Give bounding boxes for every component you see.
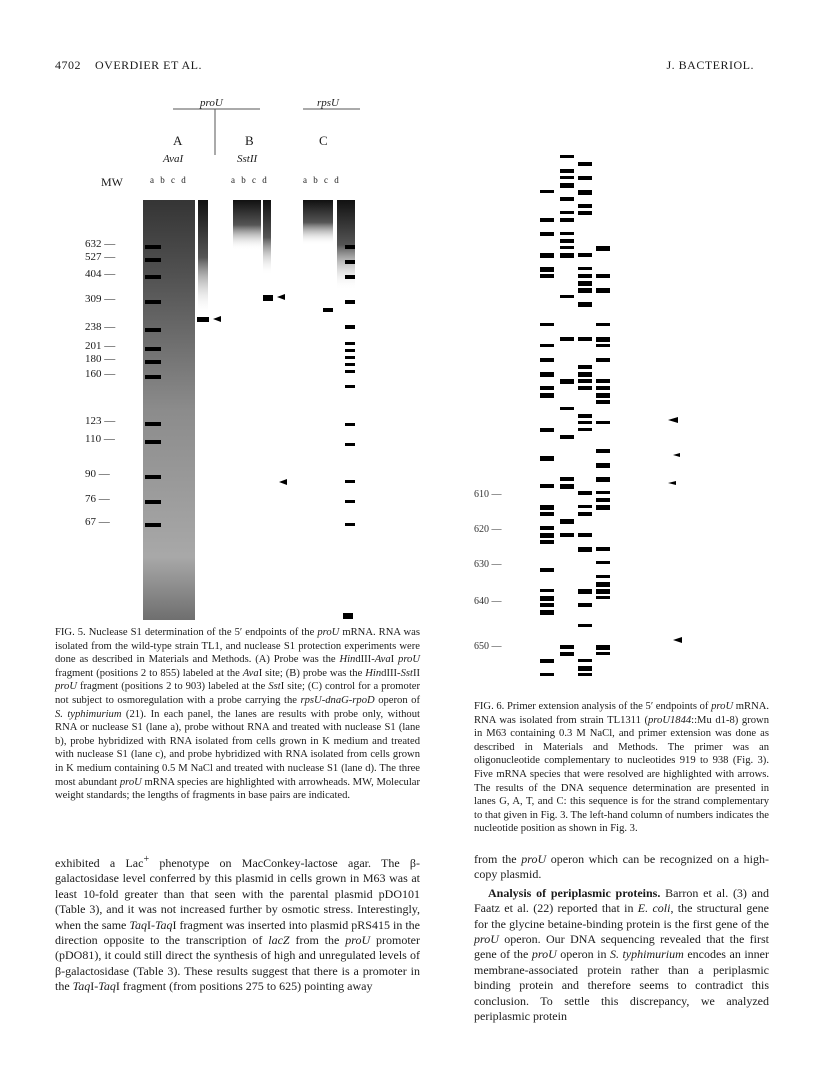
paragraph-periplasmic-proteins: Analysis of periplasmic proteins. Barron et al. (3) and Faatz et al. (22) reported that in E. coli, the structural gene for the glycine betaine-binding protein is the first gene of the proU operon. Our DNA sequencing revealed that the first gene of the proU operon in S. typhimurium encodes an inner membrane-associated protein rather than a periplasmic binding protein and therefore seems to contradict this conclusion. To settle this discrepancy, we analyzed periplasmic protein xyxy=(474,885,769,1024)
sequence-band xyxy=(560,239,574,243)
mw-marker: 404 — xyxy=(85,268,116,280)
sequence-band xyxy=(578,533,592,537)
sequence-band xyxy=(578,365,592,369)
sequence-band xyxy=(578,386,592,390)
sequence-band xyxy=(540,568,554,572)
sequence-band xyxy=(540,372,554,377)
sequence-band xyxy=(560,435,574,439)
mw-marker: 632 — xyxy=(85,238,116,250)
mw-marker: 527 — xyxy=(85,251,116,263)
figure-5-caption: FIG. 5. Nuclease S1 determination of the 5′ endpoints of the proU mRNA. RNA was isolated from the wild-type strain TL1, and nuclease S1 protection experiments were done as described in Materials and Methods. (A) Probe was the HindIII-AvaI proU fragment (positions 2 to 855) labeled at the AvaI site; (B) probe was the HindIII-SstII proU fragment (positions 2 to 903) labeled at the SstI site; (C) control for a promoter not subject to osmoregulation with a probe carrying the rpsU-dnaG-rpoD operon of S. typhimurium (21). In each panel, the lanes are results with probe only, without RNA or nuclease S1 (lane a), probe without RNA and treated with nuclease S1 (lane b), probe hybridized with RNA isolated from cells grown in K medium and treated with nuclease S1 (lane c), and probe hybridized with RNA isolated from cells grown in K medium containing 0.5 M NaCl and treated with nuclease S1 (lane d). The three most abundant proU mRNA species are highlighted with arrowheads. MW, Molecular weight standards; the lengths of fragments in base pairs are indicated. xyxy=(55,627,420,802)
sequence-band xyxy=(578,659,592,662)
sequence-band xyxy=(596,477,610,482)
sequence-band xyxy=(596,575,610,578)
mw-marker: 110 — xyxy=(85,433,115,445)
sequence-band xyxy=(578,274,592,278)
sequence-band xyxy=(560,484,574,489)
sequence-band xyxy=(560,246,574,249)
paragraph-continuation: from the proU operon which can be recognized on a high-copy plasmid. xyxy=(474,852,769,882)
sequence-band xyxy=(596,400,610,404)
sequence-band xyxy=(540,428,554,432)
sequence-band xyxy=(540,596,554,601)
sequence-band xyxy=(560,211,574,214)
sequence-band xyxy=(578,267,592,270)
sequence-band xyxy=(560,477,574,481)
panel-letter-a: A xyxy=(173,133,183,148)
sequence-band xyxy=(578,428,592,431)
sequence-band xyxy=(540,673,554,676)
mw-marker: 123 — xyxy=(85,415,116,427)
author-line: OVERDIER ET AL. xyxy=(95,58,202,72)
sequence-band xyxy=(578,666,592,671)
running-header-left xyxy=(55,58,202,73)
lane-labels-b: a b c d xyxy=(231,175,269,185)
sequence-band xyxy=(596,596,610,599)
sequence-band xyxy=(578,190,592,195)
sequence-band xyxy=(596,288,610,293)
sequence-band xyxy=(560,407,574,410)
sequence-band xyxy=(560,337,574,341)
sequence-band xyxy=(596,274,610,278)
sequence-band xyxy=(540,358,554,362)
sequence-band xyxy=(578,204,592,208)
sequence-band xyxy=(578,281,592,286)
sequence-band xyxy=(560,169,574,173)
sequence-band xyxy=(540,218,554,222)
sequence-band xyxy=(596,505,610,510)
sequence-band xyxy=(560,183,574,188)
sequence-band xyxy=(578,673,592,676)
sequence-band xyxy=(578,603,592,607)
sequence-band xyxy=(578,211,592,215)
sequence-band xyxy=(540,274,554,278)
operon-label-rpsu: rpsU xyxy=(317,97,340,109)
sequence-band xyxy=(578,421,592,424)
sequence-band xyxy=(596,379,610,383)
sequence-band xyxy=(596,323,610,326)
lane-labels-a: a b c d xyxy=(150,175,188,185)
sequence-band xyxy=(578,302,592,307)
sequence-band xyxy=(596,652,610,655)
sequence-band xyxy=(596,582,610,587)
sequence-band xyxy=(540,659,554,663)
sequence-band xyxy=(578,379,592,383)
sequence-band xyxy=(560,533,574,537)
sequence-band xyxy=(560,652,574,656)
mw-marker: 160 — xyxy=(85,368,116,380)
nucleotide-position: 610 — xyxy=(474,489,502,500)
panel-letter-c: C xyxy=(319,133,328,148)
mw-marker: 180 — xyxy=(85,353,116,365)
sequence-band xyxy=(560,155,574,158)
sequence-band xyxy=(560,645,574,649)
mw-marker: 309 — xyxy=(85,293,116,305)
sequence-band xyxy=(560,197,574,201)
sequence-band xyxy=(540,512,554,516)
sequence-band xyxy=(540,603,554,607)
sequence-band xyxy=(596,589,610,594)
sequence-band xyxy=(596,491,610,494)
panel-letter-b: B xyxy=(245,133,254,148)
sequence-band xyxy=(596,561,610,564)
body-text-left-column: exhibited a Lac+ phenotype on MacConkey-lactose agar. The β-galactosidase level conferred by this plasmid in cells grown in M63 was at least 10-fold greater than that seen with the parental plasmid pDO101 (Table 3), and it was not increased further by osmotic stress. Interestingly, when the same TaqI-TaqI fragment was inserted into plasmid pRS415 in the direction opposite to the transcription of lacZ from the proU promoter (pDO81), it could still direct the synthesis of high and unregulated levels of β-galactosidase (Table 3). These results suggest that there is a promoter in the TaqI-TaqI fragment (from positions 275 to 625) pointing away xyxy=(55,854,421,994)
figure-6 xyxy=(468,125,768,695)
sequence-band xyxy=(596,358,610,362)
sequence-band xyxy=(578,624,592,627)
panel-enzyme-b: SstII xyxy=(237,153,258,165)
sequence-band xyxy=(540,533,554,538)
sequence-band xyxy=(596,421,610,424)
mw-marker: 201 — xyxy=(85,340,116,352)
sequence-band xyxy=(578,505,592,508)
sequence-band xyxy=(560,379,574,384)
sequence-band xyxy=(596,547,610,551)
mw-label: MW xyxy=(101,175,123,189)
sequence-band xyxy=(578,162,592,166)
sequence-band xyxy=(578,176,592,180)
body-text-right-column xyxy=(474,852,769,1024)
mw-marker: 67 — xyxy=(85,516,110,528)
sequence-band xyxy=(596,393,610,398)
sequence-band xyxy=(596,246,610,251)
sequence-band xyxy=(596,449,610,453)
sequence-band xyxy=(596,344,610,347)
nucleotide-position: 620 — xyxy=(474,524,502,535)
sequence-band xyxy=(540,456,554,461)
lane-labels-c: a b c d xyxy=(303,175,341,185)
sequence-band xyxy=(540,323,554,326)
sequence-band xyxy=(540,344,554,347)
sequence-band xyxy=(540,393,554,398)
panel-enzyme-a: AvaI xyxy=(163,153,184,165)
sequence-band xyxy=(596,463,610,468)
sequence-band xyxy=(560,232,574,235)
sequence-band xyxy=(596,386,610,390)
mw-marker: 76 — xyxy=(85,493,110,505)
operon-label-prou: proU xyxy=(200,97,223,109)
sequence-band xyxy=(578,414,592,418)
sequence-band xyxy=(540,484,554,488)
sequence-band xyxy=(540,253,554,258)
sequence-band xyxy=(540,526,554,530)
sequence-band xyxy=(578,512,592,516)
mw-marker: 90 — xyxy=(85,468,110,480)
sequence-band xyxy=(540,190,554,193)
sequence-band xyxy=(540,610,554,615)
sequence-band xyxy=(560,218,574,222)
sequence-band xyxy=(540,232,554,236)
sequence-band xyxy=(540,540,554,544)
sequence-band xyxy=(540,505,554,510)
sequence-band xyxy=(596,645,610,650)
sequence-band xyxy=(560,295,574,298)
figure-6-caption: FIG. 6. Primer extension analysis of the 5′ endpoints of proU mRNA. RNA was isolated from strain TL1311 (proU1844::Mu d1-8) grown in M63 containing 0.3 M NaCl, and primer extension was done as described in Materials and Methods. The primer was an oligonucleotide complementary to nucleotides 919 to 938 (Fig. 3). Five mRNA species that were resolved are highlighted with arrows. The results of the DNA sequence determination are presented in lanes G, A, T, and C: this sequence is for the strand complementary to that given in Fig. 3. The left-hand column of numbers indicates the nucleotide position as shown in Fig. 3. xyxy=(474,701,770,835)
sequence-band xyxy=(578,288,592,293)
journal-name: J. BACTERIOL. xyxy=(666,58,754,72)
sequence-band xyxy=(596,498,610,502)
sequence-band xyxy=(560,519,574,524)
sequence-band xyxy=(578,337,592,341)
figure-5 xyxy=(55,95,420,620)
sequence-band xyxy=(578,589,592,594)
nucleotide-position: 640 — xyxy=(474,596,502,607)
sequence-band xyxy=(578,547,592,552)
sequence-band xyxy=(560,253,574,258)
fig6-gel-image xyxy=(468,125,768,695)
sequence-band xyxy=(578,372,592,377)
page-number: 4702 xyxy=(55,58,81,72)
nucleotide-position: 650 — xyxy=(474,641,502,652)
sequence-band xyxy=(560,176,574,179)
sequence-band xyxy=(596,337,610,342)
sequence-band xyxy=(540,267,554,272)
sequence-band xyxy=(578,491,592,495)
mw-marker: 238 — xyxy=(85,321,116,333)
sequence-band xyxy=(540,589,554,592)
sequence-band xyxy=(540,386,554,390)
sequence-band xyxy=(578,253,592,257)
nucleotide-position: 630 — xyxy=(474,559,502,570)
